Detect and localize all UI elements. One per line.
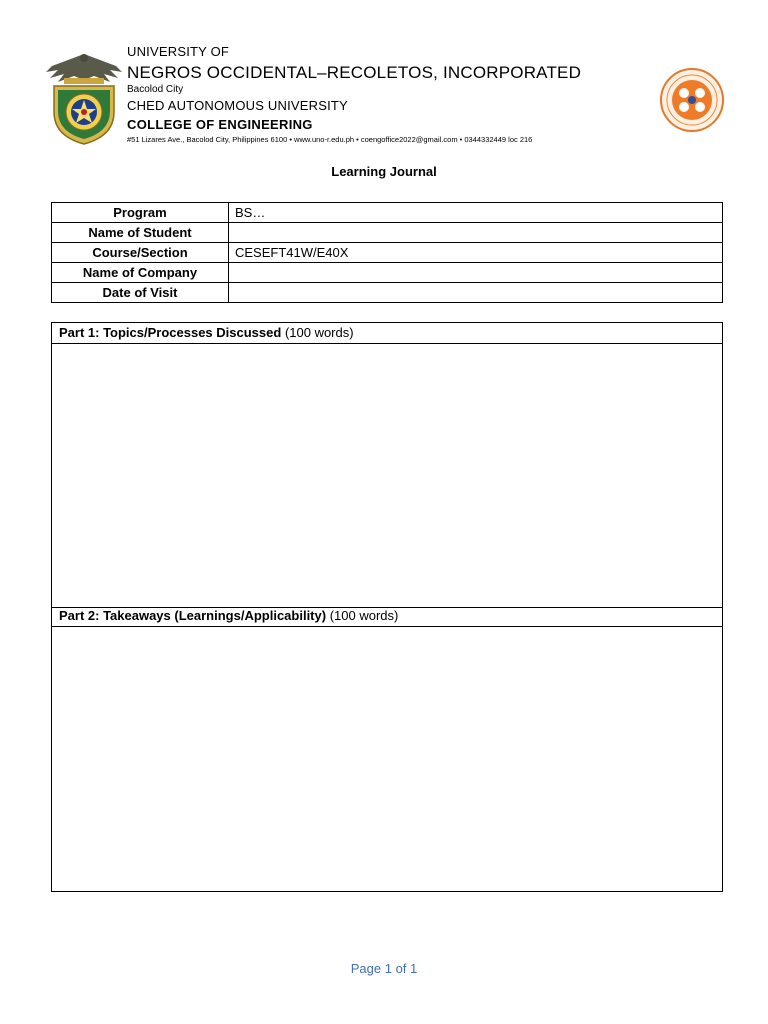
part1-heading-bold: Part 1: Topics/Processes Discussed [59, 325, 282, 340]
program-value[interactable]: BS… [229, 203, 723, 223]
part2-section [51, 606, 723, 892]
part2-heading-bold: Part 2: Takeaways (Learnings/Applicability) [59, 608, 327, 623]
program-label: Program [52, 203, 229, 223]
part1-heading [52, 323, 722, 344]
table-row [52, 263, 723, 283]
visit-date-label: Date of Visit [52, 283, 229, 303]
header-university-name: NEGROS OCCIDENTAL–RECOLETOS, INCORPORATED [127, 63, 582, 82]
university-seal-icon [44, 48, 124, 146]
header-ched-status: CHED AUTONOMOUS UNIVERSITY [127, 98, 348, 113]
part2-answer-area[interactable] [52, 627, 722, 891]
part2-word-limit: (100 words) [329, 608, 399, 623]
document-header [0, 0, 768, 160]
visit-date-value[interactable] [229, 283, 723, 303]
page-title: Learning Journal [331, 164, 437, 179]
header-city: Bacolod City [127, 84, 184, 95]
student-name-value[interactable] [229, 223, 723, 243]
header-college: COLLEGE OF ENGINEERING [127, 117, 313, 132]
company-name-value[interactable] [229, 263, 723, 283]
page-number: Page 1 of 1 [350, 961, 418, 976]
course-section-label: Course/Section [52, 243, 229, 263]
header-line-university-of: UNIVERSITY OF [127, 44, 230, 59]
student-name-label: Name of Student [52, 223, 229, 243]
header-contact-line: #51 Lizares Ave., Bacolod City, Philippines 6100 • www.uno-r.edu.ph • coengoffice2022@gmail.com • 0344332449 loc 216 [127, 135, 533, 144]
table-row [52, 243, 723, 263]
student-info-table [51, 202, 723, 303]
course-section-value[interactable]: CESEFT41W/E40X [229, 243, 723, 263]
college-seal-icon [658, 68, 726, 132]
part1-section [51, 322, 723, 608]
part1-word-limit: (100 words) [284, 325, 354, 340]
company-name-label: Name of Company [52, 263, 229, 283]
part1-answer-area[interactable] [52, 344, 722, 607]
part2-heading [52, 606, 722, 627]
table-row [52, 283, 723, 303]
table-row [52, 223, 723, 243]
table-row [52, 203, 723, 223]
